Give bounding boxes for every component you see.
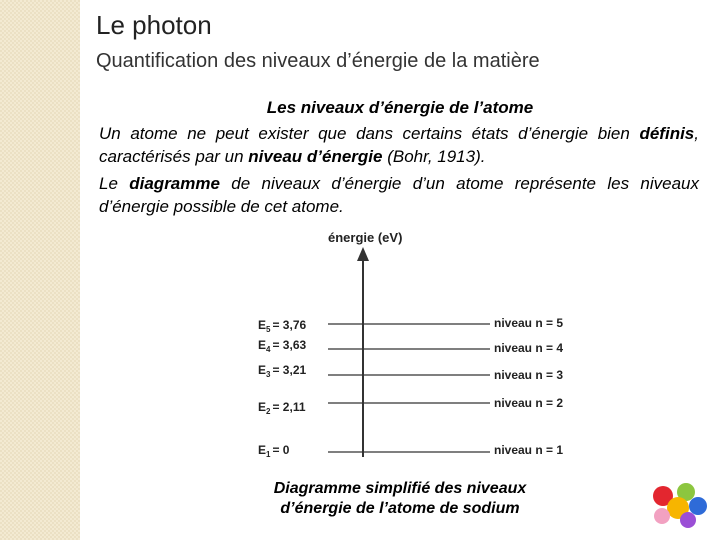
section-title: Les niveaux d’énergie de l’atome — [266, 98, 534, 117]
paragraph-diagramme — [99, 172, 699, 218]
energy-level-diagram — [240, 225, 570, 465]
level-value: $E_4 = 3,63$ — [258, 338, 307, 354]
paragraph-text: de niveaux d’énergie d’un atome représente les niveaux d’énergie possible de cet atome. — [99, 174, 699, 216]
slide-subtitle: Quantification des niveaux d’énergie de la matière — [96, 50, 540, 72]
caption-line-2: d’énergie de l’atome de sodium — [280, 500, 520, 517]
level-value: $E_2 = 2,11$ — [258, 400, 306, 416]
paragraph-bold-diagramme: diagramme — [129, 174, 220, 193]
paragraph-text: Un atome ne peut exister que dans certains états d’énergie bien — [99, 124, 640, 143]
caption-line-1: Diagramme simplifié des niveaux — [273, 480, 527, 497]
paragraph-bold-definis: définis — [639, 124, 695, 143]
colored-balls-logo-icon — [648, 482, 708, 530]
energy-level-2 — [258, 396, 563, 416]
level-label: niveau n = 3 — [494, 368, 564, 382]
energy-level-4 — [258, 338, 563, 355]
paragraph-text: (Bohr, 1913). — [382, 147, 486, 166]
level-label: niveau n = 2 — [494, 396, 564, 410]
slide-title: Le photon — [96, 10, 212, 40]
paragraph-text: , caractérisés par un — [99, 124, 699, 166]
level-value: $E_1 = 0$ — [258, 443, 290, 459]
level-value: $E_3 = 3,21$ — [258, 363, 307, 379]
level-label: niveau n = 5 — [494, 316, 564, 330]
paragraph-bohr — [99, 122, 699, 168]
energy-level-5 — [258, 316, 563, 334]
paragraph-text: Le — [99, 174, 130, 193]
axis-arrow-icon — [357, 247, 369, 261]
figure-caption — [240, 479, 560, 519]
axis-label: énergie (eV) — [328, 230, 403, 245]
level-label: niveau n = 1 — [494, 443, 564, 457]
paragraph-bold-niveau: niveau d’énergie — [248, 147, 383, 166]
energy-level-1 — [258, 443, 563, 459]
decorative-left-strip — [0, 0, 80, 540]
level-label: niveau n = 4 — [494, 341, 564, 355]
level-value: $E_5 = 3,76$ — [258, 318, 307, 334]
energy-level-3 — [258, 363, 563, 382]
